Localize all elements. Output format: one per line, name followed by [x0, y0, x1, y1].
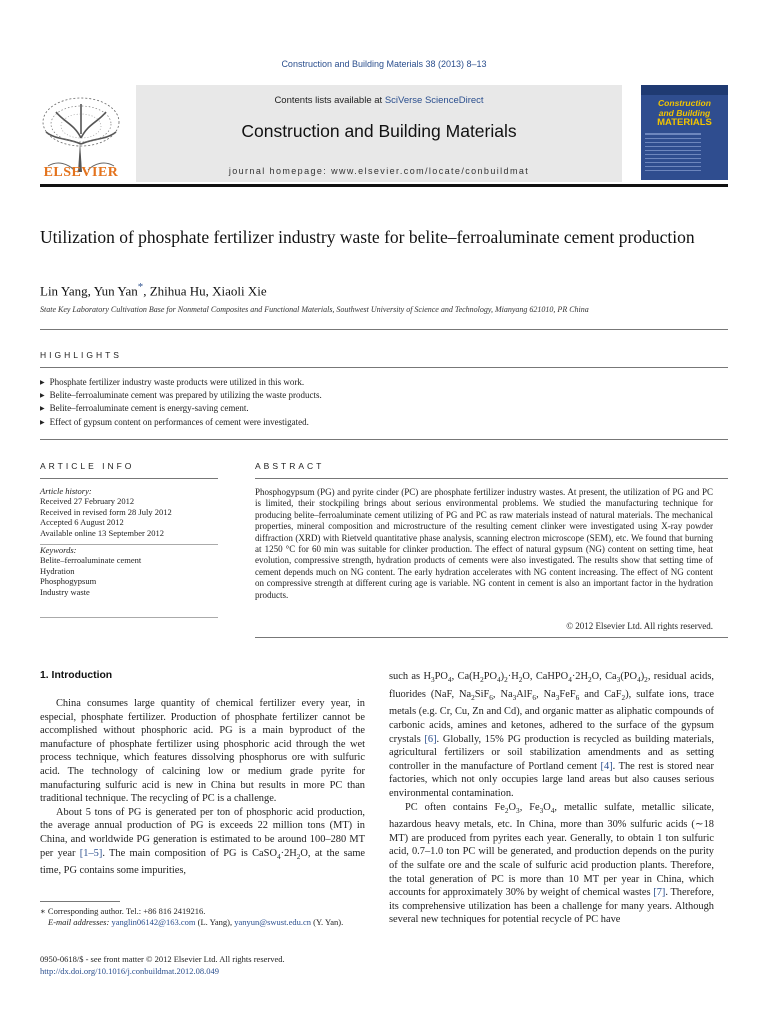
cover-line-3: MATERIALS: [657, 117, 712, 128]
reference-link[interactable]: [1–5]: [79, 847, 103, 859]
article-info-heading: ARTICLE INFO: [40, 461, 135, 471]
highlights-bottom-rule: [40, 439, 728, 440]
history-accepted: Accepted 6 August 2012: [40, 517, 124, 528]
cover-top-band: [641, 85, 728, 95]
intro-paragraph-1: China consumes large quantity of chemical fertilizer every year, in especial, phosphate fertilizer. Production of phosphate fertilizer cannot be accomplished without phosphoric acid. PG is a main byproduct of the manufacture of phosphate fertilizer using phosphoric acid through the wet process technique, which features dissolving phosphorus ore with sulfuric acid. The technology of calcining low or medium grade pyrite for manufacturing sulfuric acid is new in China but results in more PC than traditional technique. The recycling of PC is a challenge.: [40, 698, 365, 805]
reference-link[interactable]: [7]: [653, 887, 666, 899]
contents-prefix: Contents lists available at: [274, 95, 385, 106]
history-online: Available online 13 September 2012: [40, 527, 165, 538]
abstract-heading: ABSTRACT: [255, 461, 325, 471]
article-title: Utilization of phosphate fertilizer industry waste for belite–ferroaluminate cement production: [40, 227, 695, 247]
highlight-item: ▶ Belite–ferroaluminate cement is energy-saving cement.: [40, 402, 730, 415]
article-info: [40, 486, 230, 597]
abstract-rule: [255, 478, 728, 479]
email-note: E-mail addresses: yanglin06142@163.com (L. Yang), yanyun@swust.edu.cn (Y. Yan).: [48, 917, 344, 927]
header-rule: [40, 184, 728, 187]
highlight-item: ▶ Effect of gypsum content on performances of cement were investigated.: [40, 416, 730, 429]
author-affiliation: State Key Laboratory Cultivation Base for Nonmetal Composites and Functional Materials, Southwest University of Science and Technology, Mianyang 621010, PR China: [40, 305, 589, 314]
keywords-heading: Keywords:: [40, 545, 77, 556]
highlight-item: ▶ Belite–ferroaluminate cement was prepared by utilizing the waste products.: [40, 389, 730, 402]
highlights-heading: HIGHLIGHTS: [40, 350, 122, 360]
page-footer: [40, 954, 370, 977]
history-revised: Received in revised form 28 July 2012: [40, 506, 172, 517]
reference-link[interactable]: [4]: [600, 760, 613, 772]
corresponding-author-marker[interactable]: *: [137, 281, 144, 293]
info-divider: [40, 544, 218, 545]
body-column-right: [389, 670, 714, 927]
intro-paragraph-3: such as $H_3PO_4$, $Ca(H_2PO_4)_2\cdot H_2O$, $CaHPO_4\cdot 2H_2O$, $Ca_3(PO_4)_2$, residual acids, fluorides (NaF, $Na_2SiF_6$, $Na_3AlF_6$, $Na_3FeF_6$ and CaF$_2$), sulfate ions, trace metals (e.g. Cr, Cu, Zn and Cd), and organic matter as aliphatic compounds of carbonic acids, amines and ketones, adhered to the surface of the gypsum crystals [6]. Globally, 15% PG production is recycled as building materials, agricultural fertilizers or soil stabilization amendments and as setting controller in the manufacture of Portland cement [4]. The rest is stored near factories, which not only occupies large land areas but also causes serious environmental contamination.: [389, 671, 715, 799]
journal-cover-image: [641, 85, 728, 180]
intro-paragraph-2: About 5 tons of PG is generated per ton of phosphoric acid production, the average annual production of PG is exceeds 22 million tons (MT) in China, and worldwide PG generation is estimated to be around 100–280 MT per year [1–5]. The main composition of PG is $CaSO_4\cdot 2H_2O$, at the same time, PG contains some impurities,: [40, 806, 366, 877]
doi-link[interactable]: http://dx.doi.org/10.1016/j.conbuildmat.2012.08.049: [40, 965, 220, 976]
contents-availability: [136, 95, 622, 106]
history-received: Received 27 February 2012: [40, 496, 135, 507]
cover-title: [643, 99, 726, 128]
highlights-list: [40, 376, 730, 429]
article-info-rule: [40, 478, 218, 479]
history-heading: Article history:: [40, 486, 92, 496]
keyword-item: Phosphogypsum: [40, 576, 97, 587]
keyword-item: Industry waste: [40, 586, 90, 597]
keyword-item: Hydration: [40, 565, 75, 576]
authors-rest: , Zhihua Hu, Xiaoli Xie: [143, 283, 267, 299]
title-rule: [40, 329, 728, 330]
journal-homepage[interactable]: journal homepage: www.elsevier.com/locate/conbuildmat: [228, 166, 530, 176]
publisher-logo-text: ELSEVIER: [43, 165, 119, 180]
sciencedirect-link[interactable]: SciVerse ScienceDirect: [384, 95, 484, 106]
highlights-top-rule: [40, 367, 728, 368]
cover-line-2: and Building: [658, 107, 711, 118]
keyword-item: Belite–ferroaluminate cement: [40, 555, 142, 566]
journal-citation[interactable]: Construction and Building Materials 38 (2013) 8–13: [281, 59, 487, 69]
reference-link[interactable]: [6]: [424, 733, 437, 745]
authors-first: Lin Yang, Yun Yan: [40, 283, 138, 299]
body-column-left: [40, 697, 365, 878]
highlight-item: ▶ Phosphate fertilizer industry waste products were utilized in this work.: [40, 376, 730, 389]
abstract-text: Phosphogypsum (PG) and pyrite cinder (PC) are phosphate fertilizer industry wastes. At present, the utilization of PG and PC is limited, their stockpiling brings about serious environmental problems. We studied the manufacturing technique for producing belite–ferroaluminate cement utilizing of PG and PC as raw materials instead of natural materials. The mechanical properties, mineral composition and microstructure of the resulting cement clinker were investigated using X-ray powder diffraction (XRD) with Rietveld quantitative phase analysis, scanning electron microscope (SEM), etc. We found that burning at 1250 °C for 60 min was suitable for clinker production. The effect of natural gypsum (NG) content on setting time, heat evolution, compressive strength, hydration products of cements were also investigated. The results show that setting time of cement depends much on NG content. The early hydration accelerates with NG content increasing. The effect of NG content on compressive strength at different curing age is variable. NG content in cement is also an important factor in the hydration products.: [255, 487, 713, 600]
section-heading-introduction: 1. Introduction: [40, 670, 113, 681]
footnote-rule: [40, 901, 120, 902]
article-authors: [40, 281, 700, 299]
journal-title: Construction and Building Materials: [241, 121, 517, 141]
corresponding-author-note: ∗ Corresponding author. Tel.: +86 816 2419216.: [40, 906, 206, 916]
info-bottom-rule: [40, 617, 218, 618]
cover-decoration: [645, 133, 701, 178]
abstract-copyright: © 2012 Elsevier Ltd. All rights reserved.: [566, 621, 713, 631]
footnote: [40, 906, 365, 928]
intro-paragraph-4: PC often contains $Fe_2O_3$, $Fe_3O_4$, metallic sulfate, metallic silicate, hazardous heavy metals, etc. In China, more than 30% sulfuric acids (∼18 MT) are produced from pyrites each year. Generally, to obtain 1 ton sulfuric acid, 0.7–1.0 ton PC will be generated, and production depends on the purity of the sulfate ore and the scale of sulfuric acid production plants. Therefore, the total generation of PC is more than 10 MT per year in China, which accounts for approximately 30% by weight of chemical wastes [7]. Therefore, its comprehensive utilization has been a challenge for many years. Although several new techniques for potential recycle of PC have: [389, 801, 715, 926]
abstract-bottom-rule: [255, 637, 728, 638]
cover-line-1: Construction: [658, 98, 711, 108]
issn-line: 0950-0618/$ - see front matter © 2012 Elsevier Ltd. All rights reserved.: [40, 954, 285, 964]
email-link-yan[interactable]: yanyun@swust.edu.cn: [234, 917, 312, 927]
email-link-yang[interactable]: yanglin06142@163.com: [111, 917, 196, 927]
